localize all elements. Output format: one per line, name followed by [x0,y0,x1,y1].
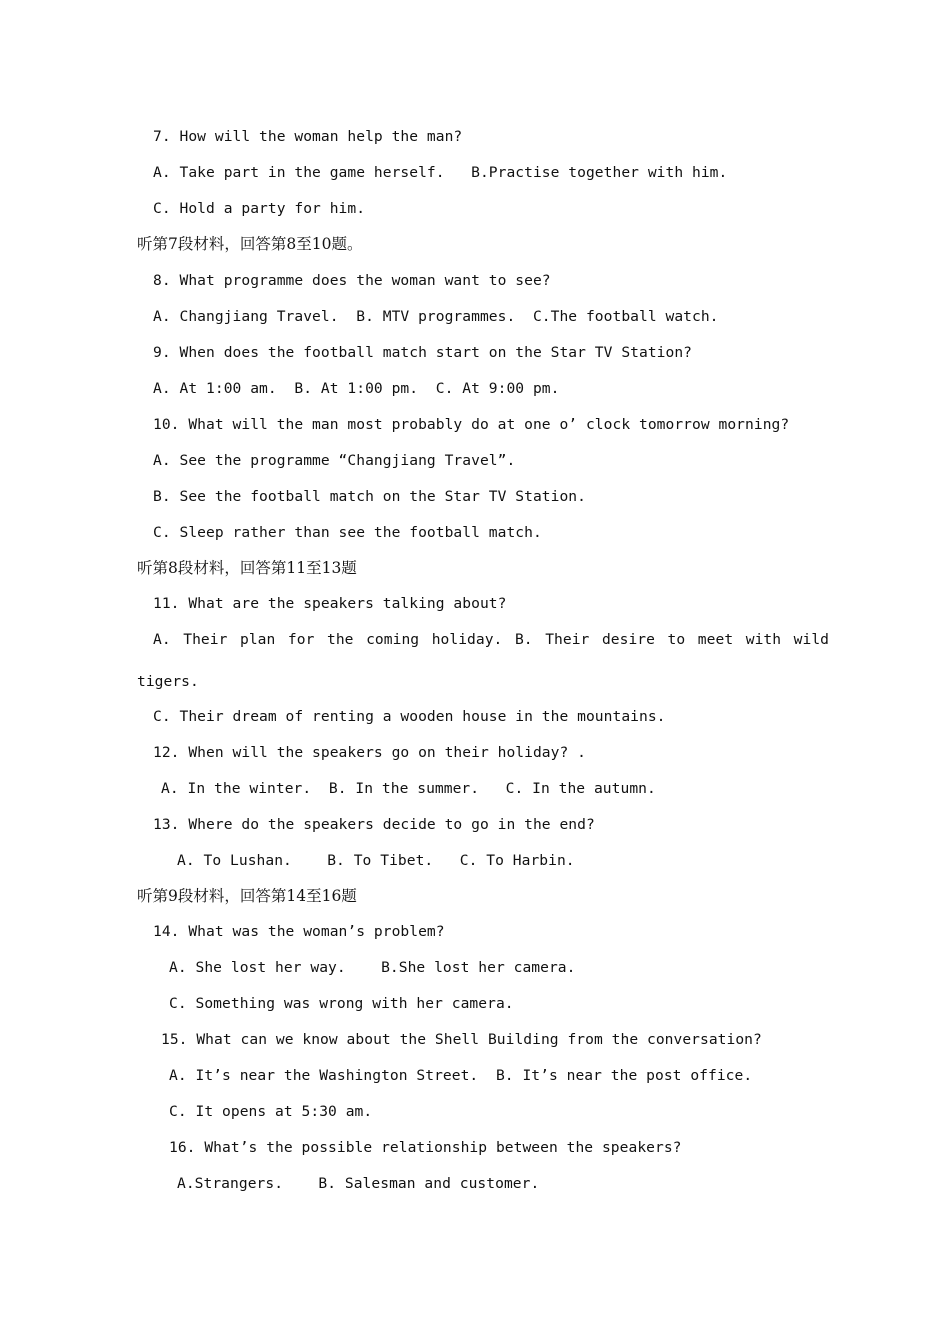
question-16-options: A.Strangers. B. Salesman and customer. [177,1175,540,1192]
question-7-options-ab: A. Take part in the game herself. B.Practise together with him. [153,164,728,181]
question-11-option-c: C. Their dream of renting a wooden house in the mountains. [153,708,666,725]
question-15-option-c: C. It opens at 5:30 am. [169,1103,373,1120]
question-9: 9. When does the football match start on the Star TV Station? [153,344,693,361]
question-15-options-ab: A. It’s near the Washington Street. B. It’s near the post office. [169,1067,753,1084]
question-11: 11. What are the speakers talking about? [153,595,507,612]
question-12: 12. When will the speakers go on their holiday? . [153,744,586,761]
question-10-option-b: B. See the football match on the Star TV Station. [153,488,586,505]
question-11-options-ab: A. Their plan for the coming holiday. B. Their desire to meet with wild [153,631,829,648]
question-12-options: A. In the winter. B. In the summer. C. In the autumn. [161,780,656,797]
question-7: 7. How will the woman help the man? [153,128,463,145]
question-11-options-ab-continued: tigers. [137,673,199,690]
question-13-options: A. To Lushan. B. To Tibet. C. To Harbin. [177,852,575,869]
question-15: 15. What can we know about the Shell Building from the conversation? [161,1031,762,1048]
question-10: 10. What will the man most probably do at one o’ clock tomorrow morning? [153,416,790,433]
question-8: 8. What programme does the woman want to see? [153,272,551,289]
question-8-options: A. Changjiang Travel. B. MTV programmes. C.The football watch. [153,308,719,325]
question-10-option-a: A. See the programme “Changjiang Travel”. [153,452,516,469]
section-heading-9: 听第9段材料，回答第14至16题 [137,887,357,905]
question-14: 14. What was the woman’s problem? [153,923,445,940]
question-13: 13. Where do the speakers decide to go in the end? [153,816,595,833]
question-16: 16. What’s the possible relationship between the speakers? [169,1139,682,1156]
question-10-option-c: C. Sleep rather than see the football match. [153,524,542,541]
question-14-option-c: C. Something was wrong with her camera. [169,995,514,1012]
question-9-options: A. At 1:00 am. B. At 1:00 pm. C. At 9:00 pm. [153,380,560,397]
section-heading-7: 听第7段材料，回答第8至10题。 [137,235,363,253]
question-7-option-c: C. Hold a party for him. [153,200,366,217]
question-14-options-ab: A. She lost her way. B.She lost her camera. [169,959,576,976]
section-heading-8: 听第8段材料，回答第11至13题 [137,559,357,577]
